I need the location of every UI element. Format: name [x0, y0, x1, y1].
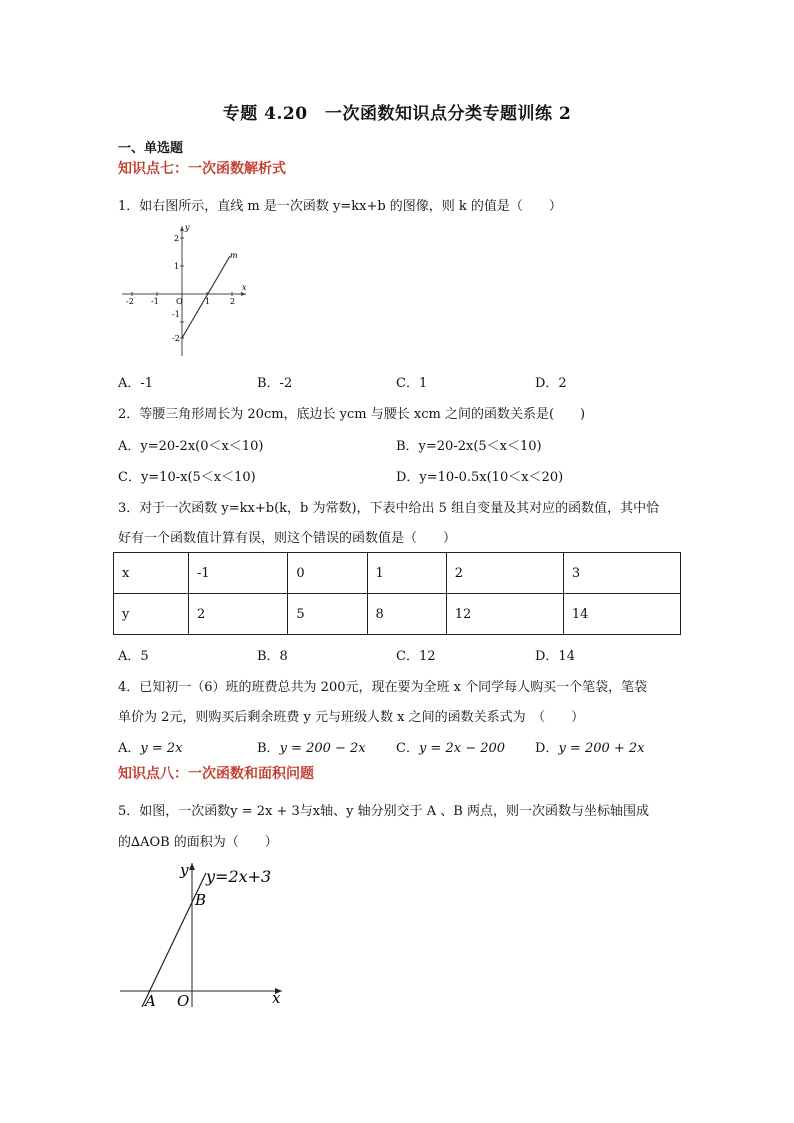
q3-option-b: B．8: [257, 649, 288, 664]
table-cell: 2: [446, 553, 563, 594]
y-axis-label: y: [180, 861, 189, 879]
y-tick-neg2: -2: [172, 334, 180, 343]
q4-option-c: [396, 737, 505, 756]
q3-option-a: A．5: [118, 649, 149, 664]
table-cell: 12: [446, 594, 563, 635]
point-b-label: B: [195, 891, 207, 909]
x-tick-neg2: -2: [126, 297, 134, 306]
option-formula: y = 2x − 200: [418, 741, 506, 756]
option-letter: D．: [535, 741, 559, 756]
q1-option-c: C．1: [396, 376, 428, 391]
question-5-text-line2: 的∆AOB 的面积为（ ）: [118, 835, 278, 850]
q1-option-d: D．2: [535, 376, 567, 391]
table-cell: 1: [367, 553, 446, 594]
table-row: [114, 594, 681, 635]
q1-option-a: A．-1: [118, 376, 154, 391]
option-formula: y = 200 + 2x: [558, 741, 645, 756]
table-cell: 3: [563, 553, 680, 594]
line-equation-label: y=2x+3: [206, 867, 272, 886]
point-a-label: A: [145, 992, 156, 1010]
origin-label: O: [176, 297, 183, 306]
x-tick-2: 2: [230, 297, 236, 306]
origin-label: O: [177, 992, 190, 1010]
q3-option-d: D．14: [535, 649, 575, 664]
q4-option-d: [535, 737, 645, 756]
section-heading: 一、单选题: [118, 141, 184, 156]
y-tick-neg1: -1: [172, 310, 180, 319]
question-2-text: 2．等腰三角形周长为 20cm，底边长 ycm 与腰长 xcm 之间的函数关系是( ): [118, 407, 586, 422]
question-3-text-line1: 3．对于一次函数 y=kx+b(k，b 为常数)，下表中给出 5 组自变量及其对应的函数值，其中恰: [118, 501, 660, 516]
question-1-text: 1．如右图所示，直线 m 是一次函数 y=kx+b 的图像，则 k 的值是（ ）: [118, 199, 562, 214]
table-cell: 2: [188, 594, 287, 635]
question-1-graph: [118, 222, 253, 362]
line-m-label: m: [230, 251, 238, 260]
table-row: [114, 553, 681, 594]
table-cell: x: [114, 553, 189, 594]
q2-option-b: B．y=20-2x(5＜x＜10): [396, 439, 542, 454]
knowledge-point-8: 知识点八：一次函数和面积问题: [118, 766, 314, 782]
table-cell: 0: [288, 553, 367, 594]
table-cell: y: [114, 594, 189, 635]
q2-option-c: C．y=10-x(5＜x＜10): [118, 470, 256, 485]
y-tick-1: 1: [174, 262, 180, 271]
x-axis-label: x: [242, 283, 247, 292]
y-axis-label: y: [185, 223, 190, 232]
question-4-text-line1: 4．已知初一（6）班的班费总共为 200元，现在要为全班 x 个同学每人购买一个笔袋，笔袋: [118, 680, 648, 695]
y-tick-2: 2: [174, 234, 180, 243]
x-tick-neg1: -1: [151, 297, 159, 306]
y-axis-arrow: [180, 226, 184, 231]
table-cell: 8: [367, 594, 446, 635]
q2-option-d: D．y=10-0.5x(10＜x＜20): [396, 470, 564, 485]
option-formula: y = 200 − 2x: [279, 741, 366, 756]
q3-option-c: C．12: [396, 649, 436, 664]
page-title: 专题 4.20 一次函数知识点分类专题训练 2: [222, 104, 572, 124]
table-cell: 5: [288, 594, 367, 635]
q4-option-a: [118, 737, 183, 756]
x-axis-label: x: [272, 989, 281, 1007]
question-3-table: [113, 552, 681, 635]
question-5-text-line1: 5．如图，一次函数y = 2x + 3与x轴、y 轴分别交于 A 、B 两点，则一次函数与坐标轴围成: [118, 804, 649, 819]
option-letter: B．: [257, 741, 280, 756]
x-tick-1: 1: [205, 297, 211, 306]
question-4-text-line2: 单价为 2元，则购买后剩余班费 y 元与班级人数 x 之间的函数关系式为 （ ）: [118, 710, 585, 725]
table-cell: 14: [563, 594, 680, 635]
y-axis-arrow: [189, 863, 195, 870]
option-formula: y = 2x: [140, 741, 183, 756]
question-5-graph: [118, 855, 293, 1010]
question-3-text-line2: 好有一个函数值计算有误，则这个错误的函数值是（ ）: [118, 531, 457, 546]
x-axis-arrow: [241, 292, 246, 296]
q1-option-b: B．-2: [257, 376, 293, 391]
q2-option-a: A．y=20-2x(0＜x＜10): [118, 439, 264, 454]
table-cell: -1: [188, 553, 287, 594]
option-letter: A．: [118, 741, 141, 756]
option-letter: C．: [396, 741, 419, 756]
knowledge-point-7: 知识点七：一次函数解析式: [118, 161, 286, 177]
q4-option-b: [257, 737, 366, 756]
